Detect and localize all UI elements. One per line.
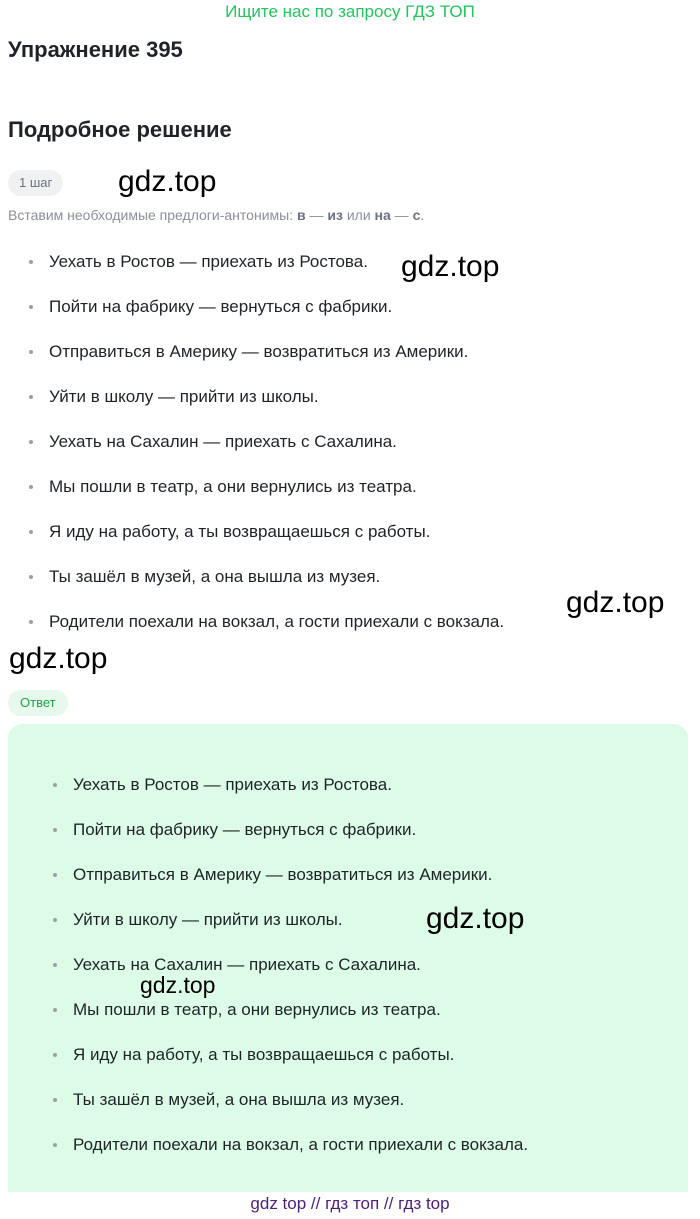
list-item: Ты зашёл в музей, а она вышла из музея. [49, 565, 504, 610]
watermark: gdz.top [118, 165, 217, 198]
list-item: Уехать на Сахалин — приехать с Сахалина. [49, 430, 504, 475]
solution-title: Подробное решение [8, 117, 232, 142]
solution-list [49, 250, 504, 655]
answer-badge: Ответ [8, 690, 68, 716]
instruction-or: или [342, 207, 375, 223]
answer-list-item: Родители поехали на вокзал, а гости приехали с вокзала. [73, 1133, 528, 1178]
watermark: gdz.top [426, 902, 525, 935]
answer-list-item: Мы пошли в театр, а они вернулись из театра. [73, 998, 528, 1043]
list-item: Отправиться в Америку — возвратиться из Америки. [49, 340, 504, 385]
watermark: gdz.top [9, 642, 108, 675]
watermark: gdz.top [566, 586, 665, 619]
list-item: Мы пошли в театр, а они вернулись из театра. [49, 475, 504, 520]
preposition-v: в [296, 207, 306, 223]
instruction-lead: Вставим необходимые предлоги-антонимы: [8, 207, 297, 223]
instruction-end: . [420, 207, 425, 223]
answer-list-item: Пойти на фабрику — вернуться с фабрики. [73, 818, 528, 863]
instruction-dash-1: — [305, 207, 328, 223]
preposition-iz: из [327, 207, 343, 223]
step-badge: 1 шаг [8, 170, 63, 196]
answer-list-item: Я иду на работу, а ты возвращаешься с работы. [73, 1043, 528, 1088]
watermark: gdz.top [140, 972, 216, 998]
answer-list-item: Ты зашёл в музей, а она вышла из музея. [73, 1088, 528, 1133]
answer-list-item: Уехать на Сахалин — приехать с Сахалина. [73, 953, 528, 998]
answer-list-item: Уехать в Ростов — приехать из Ростова. [73, 773, 528, 818]
list-item: Я иду на работу, а ты возвращаешься с работы. [49, 520, 504, 565]
list-item: Родители поехали на вокзал, а гости приехали с вокзала. [49, 610, 504, 655]
top-banner: Ищите нас по запросу ГДЗ ТОП [225, 2, 475, 21]
list-item: Пойти на фабрику — вернуться с фабрики. [49, 295, 504, 340]
instruction-dash-2: — [390, 207, 413, 223]
exercise-title: Упражнение 395 [8, 37, 183, 62]
instruction-text [8, 204, 424, 226]
preposition-na: на [374, 207, 391, 223]
footer-links: gdz top // гдз топ // гдз top [250, 1194, 450, 1213]
list-item: Уйти в школу — прийти из школы. [49, 385, 504, 430]
preposition-s: с [412, 207, 421, 223]
answer-list-item: Уйти в школу — прийти из школы. [73, 908, 528, 953]
answer-list-item: Отправиться в Америку — возвратиться из Америки. [73, 863, 528, 908]
watermark: gdz.top [401, 250, 500, 283]
list-item: Уехать в Ростов — приехать из Ростова. [49, 250, 504, 295]
